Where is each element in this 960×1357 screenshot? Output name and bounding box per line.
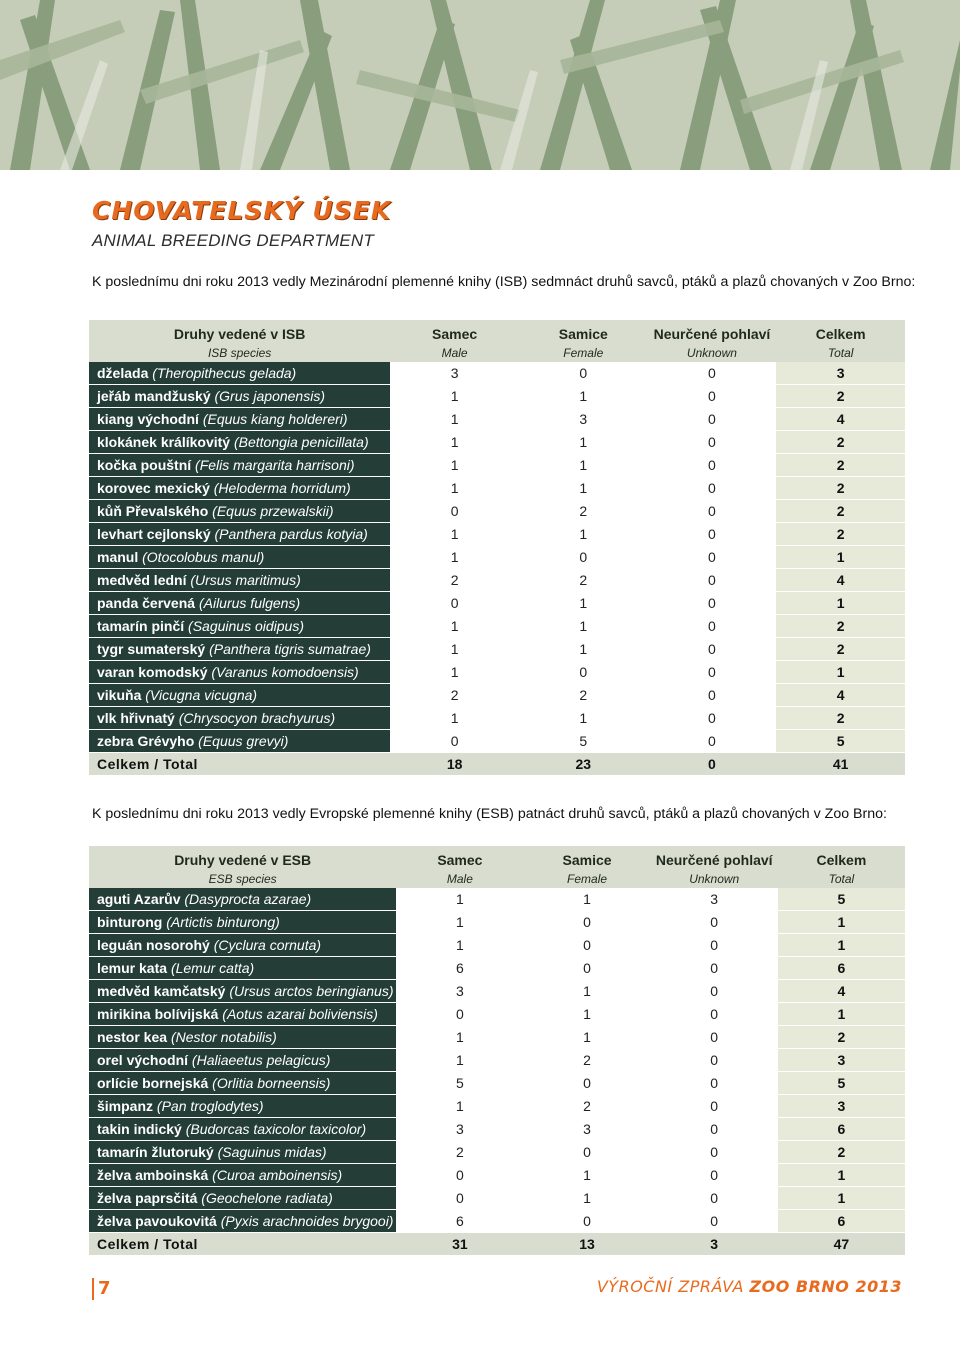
species-name-cell xyxy=(89,592,390,615)
female-count-cell: 1 xyxy=(523,1026,650,1049)
female-count-cell: 3 xyxy=(519,408,648,431)
total-count-cell: 6 xyxy=(778,1210,905,1233)
species-czech-name: šimpanz xyxy=(97,1098,154,1114)
species-name-cell xyxy=(89,911,396,934)
unknown-count-cell: 0 xyxy=(651,1187,778,1210)
total-count-cell: 6 xyxy=(778,1118,905,1141)
female-count-cell: 1 xyxy=(519,638,648,661)
table-row xyxy=(89,1095,905,1118)
grand-total-cell: 47 xyxy=(778,1233,905,1256)
unknown-count-cell: 0 xyxy=(651,1141,778,1164)
male-count-cell: 1 xyxy=(390,523,519,546)
species-latin-name: (Lemur catta) xyxy=(170,960,255,976)
species-name-cell xyxy=(89,1095,396,1118)
table-row xyxy=(89,980,905,1003)
species-latin-name: (Heloderma horridum) xyxy=(213,480,351,496)
total-count-cell: 2 xyxy=(778,1141,905,1164)
male-count-cell: 1 xyxy=(390,408,519,431)
species-latin-name: (Equus grevyi) xyxy=(198,733,289,749)
species-latin-name: (Varanus komodoensis) xyxy=(211,664,359,680)
unknown-count-cell: 0 xyxy=(648,362,777,385)
species-name-cell xyxy=(89,1118,396,1141)
male-count-cell: 5 xyxy=(396,1072,523,1095)
unknown-count-cell: 0 xyxy=(651,1118,778,1141)
male-count-cell: 0 xyxy=(396,1164,523,1187)
table-row xyxy=(89,1141,905,1164)
unknown-count-cell: 0 xyxy=(648,569,777,592)
total-count-cell: 1 xyxy=(778,1164,905,1187)
table-header-row xyxy=(89,846,905,888)
male-count-cell: 6 xyxy=(396,1210,523,1233)
total-count-cell: 2 xyxy=(776,385,905,408)
male-count-cell: 0 xyxy=(390,592,519,615)
species-czech-name: kůň Převalského xyxy=(97,503,209,519)
table-row xyxy=(89,431,905,454)
total-count-cell: 2 xyxy=(776,477,905,500)
species-czech-name: panda červená xyxy=(97,595,196,611)
species-latin-name: (Geochelone radiata) xyxy=(201,1190,333,1206)
species-czech-name: aguti Azarův xyxy=(97,891,181,907)
col-total-header: Celkem Total xyxy=(776,320,905,362)
species-latin-name: (Haliaeetus pelagicus) xyxy=(191,1052,331,1068)
species-name-cell xyxy=(89,980,396,1003)
total-count-cell: 4 xyxy=(776,569,905,592)
species-latin-name: (Grus japonensis) xyxy=(214,388,325,404)
unknown-count-cell: 0 xyxy=(648,500,777,523)
isb-intro-text: K poslednímu dni roku 2013 vedly Mezinárodní plemenné knihy (ISB) sedmnáct druhů savců, ptáků a plazů chovaných v Zoo Brno: xyxy=(92,274,916,290)
table-row xyxy=(89,888,905,911)
species-name-cell xyxy=(89,1026,396,1049)
female-count-cell: 1 xyxy=(523,980,650,1003)
total-count-cell: 6 xyxy=(778,957,905,980)
unknown-count-cell: 0 xyxy=(651,911,778,934)
table-row xyxy=(89,911,905,934)
male-count-cell: 2 xyxy=(396,1141,523,1164)
female-count-cell: 1 xyxy=(523,1164,650,1187)
table-row xyxy=(89,1187,905,1210)
total-count-cell: 1 xyxy=(778,1003,905,1026)
esb-intro-text: K poslednímu dni roku 2013 vedly Evropské plemenné knihy (ESB) patnáct druhů savců, ptáků a plazů chovaných v Zoo Brno: xyxy=(92,806,887,822)
male-count-cell: 1 xyxy=(390,546,519,569)
header-banner xyxy=(0,0,960,170)
female-count-cell: 1 xyxy=(523,1187,650,1210)
male-count-cell: 1 xyxy=(390,638,519,661)
total-count-cell: 1 xyxy=(778,911,905,934)
isb-species-table xyxy=(89,320,905,776)
species-czech-name: levhart cejlonský xyxy=(97,526,211,542)
species-latin-name: (Vicugna vicugna) xyxy=(145,687,258,703)
male-count-cell: 1 xyxy=(396,1026,523,1049)
table-row xyxy=(89,1026,905,1049)
table-header-row xyxy=(89,320,905,362)
total-count-cell: 1 xyxy=(776,661,905,684)
unknown-count-cell: 0 xyxy=(648,707,777,730)
species-czech-name: tamarín žlutoruký xyxy=(97,1144,214,1160)
female-count-cell: 2 xyxy=(523,1095,650,1118)
female-count-cell: 2 xyxy=(523,1049,650,1072)
species-czech-name: mirikina bolívijská xyxy=(97,1006,219,1022)
species-name-cell xyxy=(89,615,390,638)
species-czech-name: dželada xyxy=(97,365,149,381)
unknown-count-cell: 0 xyxy=(651,1026,778,1049)
species-name-cell xyxy=(89,684,390,707)
table-row xyxy=(89,385,905,408)
female-count-cell: 0 xyxy=(523,1141,650,1164)
species-latin-name: (Aotus azarai boliviensis) xyxy=(222,1006,378,1022)
species-czech-name: tamarín pinčí xyxy=(97,618,185,634)
male-count-cell: 1 xyxy=(390,615,519,638)
total-count-cell: 4 xyxy=(776,684,905,707)
unknown-count-cell: 0 xyxy=(648,546,777,569)
unknown-count-cell: 0 xyxy=(648,454,777,477)
species-name-cell xyxy=(89,638,390,661)
table-row xyxy=(89,934,905,957)
species-czech-name: varan komodský xyxy=(97,664,208,680)
species-latin-name: (Ailurus fulgens) xyxy=(198,595,301,611)
total-label-cell: Celkem / Total xyxy=(89,1233,396,1256)
unknown-count-cell: 0 xyxy=(648,684,777,707)
unknown-count-cell: 0 xyxy=(651,980,778,1003)
male-count-cell: 1 xyxy=(390,477,519,500)
total-count-cell: 1 xyxy=(776,592,905,615)
grand-total-cell: 41 xyxy=(776,753,905,776)
species-czech-name: vlk hřivnatý xyxy=(97,710,175,726)
species-latin-name: (Theropithecus gelada) xyxy=(152,365,297,381)
table-row xyxy=(89,684,905,707)
female-count-cell: 5 xyxy=(519,730,648,753)
unknown-count-cell: 3 xyxy=(651,888,778,911)
species-czech-name: želva paprsčitá xyxy=(97,1190,198,1206)
male-count-cell: 3 xyxy=(390,362,519,385)
total-count-cell: 2 xyxy=(776,707,905,730)
male-count-cell: 0 xyxy=(396,1003,523,1026)
species-czech-name: korovec mexický xyxy=(97,480,210,496)
species-latin-name: (Curoa amboinensis) xyxy=(212,1167,343,1183)
total-unknown-cell: 0 xyxy=(648,753,777,776)
species-name-cell xyxy=(89,477,390,500)
species-czech-name: tygr sumaterský xyxy=(97,641,206,657)
species-name-cell xyxy=(89,707,390,730)
male-count-cell: 0 xyxy=(390,500,519,523)
grass-pattern-image xyxy=(0,0,960,170)
total-male-cell: 31 xyxy=(396,1233,523,1256)
total-count-cell: 2 xyxy=(776,638,905,661)
species-name-cell xyxy=(89,1072,396,1095)
table-row xyxy=(89,638,905,661)
table-row xyxy=(89,523,905,546)
unknown-count-cell: 0 xyxy=(648,592,777,615)
unknown-count-cell: 0 xyxy=(651,1003,778,1026)
female-count-cell: 0 xyxy=(519,546,648,569)
male-count-cell: 1 xyxy=(390,454,519,477)
species-latin-name: (Panthera tigris sumatrae) xyxy=(209,641,371,657)
table-row xyxy=(89,1164,905,1187)
unknown-count-cell: 0 xyxy=(648,661,777,684)
unknown-count-cell: 0 xyxy=(651,934,778,957)
species-latin-name: (Nestor notabilis) xyxy=(170,1029,277,1045)
female-count-cell: 2 xyxy=(519,500,648,523)
female-count-cell: 0 xyxy=(523,957,650,980)
species-name-cell xyxy=(89,1164,396,1187)
section-title: CHOVATELSKÝ ÚSEK xyxy=(92,196,392,225)
total-count-cell: 1 xyxy=(778,934,905,957)
species-czech-name: binturong xyxy=(97,914,163,930)
species-name-cell xyxy=(89,500,390,523)
table-row xyxy=(89,477,905,500)
male-count-cell: 1 xyxy=(390,661,519,684)
section-subtitle: ANIMAL BREEDING DEPARTMENT xyxy=(92,231,374,250)
col-species-header: Druhy vedené v ISB ISB species xyxy=(89,320,390,362)
species-latin-name: (Equus kiang holdereri) xyxy=(202,411,348,427)
species-latin-name: (Otocolobus manul) xyxy=(142,549,265,565)
female-count-cell: 0 xyxy=(523,934,650,957)
table-row xyxy=(89,1210,905,1233)
species-latin-name: (Chrysocyon brachyurus) xyxy=(178,710,336,726)
table-row xyxy=(89,546,905,569)
unknown-count-cell: 0 xyxy=(651,1210,778,1233)
unknown-count-cell: 0 xyxy=(648,730,777,753)
col-unknown-header: Neurčené pohlaví Unknown xyxy=(648,320,777,362)
col-unknown-header: Neurčené pohlaví Unknown xyxy=(651,846,778,888)
species-czech-name: lemur kata xyxy=(97,960,168,976)
male-count-cell: 3 xyxy=(396,980,523,1003)
species-czech-name: orlície bornejská xyxy=(97,1075,209,1091)
species-name-cell xyxy=(89,454,390,477)
table-row xyxy=(89,1072,905,1095)
table-row xyxy=(89,362,905,385)
female-count-cell: 0 xyxy=(519,661,648,684)
report-footer xyxy=(597,1277,902,1296)
table-row xyxy=(89,569,905,592)
species-czech-name: kočka pouštní xyxy=(97,457,192,473)
species-czech-name: leguán nosorohý xyxy=(97,937,210,953)
unknown-count-cell: 0 xyxy=(648,615,777,638)
total-count-cell: 3 xyxy=(778,1095,905,1118)
species-name-cell xyxy=(89,957,396,980)
species-czech-name: manul xyxy=(97,549,139,565)
species-name-cell xyxy=(89,934,396,957)
table-total-row xyxy=(89,753,905,776)
total-female-cell: 23 xyxy=(519,753,648,776)
species-latin-name: (Bettongia penicillata) xyxy=(233,434,369,450)
female-count-cell: 1 xyxy=(519,385,648,408)
total-count-cell: 2 xyxy=(776,431,905,454)
species-name-cell xyxy=(89,385,390,408)
species-czech-name: orel východní xyxy=(97,1052,189,1068)
total-count-cell: 5 xyxy=(776,730,905,753)
male-count-cell: 1 xyxy=(396,1049,523,1072)
table-row xyxy=(89,957,905,980)
total-count-cell: 1 xyxy=(778,1187,905,1210)
esb-species-table xyxy=(89,846,905,1256)
report-label: VÝROČNÍ ZPRÁVA xyxy=(596,1277,744,1296)
male-count-cell: 1 xyxy=(396,911,523,934)
table-row xyxy=(89,615,905,638)
table-row xyxy=(89,730,905,753)
total-count-cell: 4 xyxy=(778,980,905,1003)
unknown-count-cell: 0 xyxy=(648,477,777,500)
species-czech-name: nestor kea xyxy=(97,1029,168,1045)
species-latin-name: (Cyclura cornuta) xyxy=(213,937,322,953)
col-total-header: Celkem Total xyxy=(778,846,905,888)
species-latin-name: (Ursus maritimus) xyxy=(190,572,301,588)
male-count-cell: 1 xyxy=(390,431,519,454)
unknown-count-cell: 0 xyxy=(651,957,778,980)
total-count-cell: 2 xyxy=(776,500,905,523)
species-czech-name: vikuňa xyxy=(97,687,142,703)
female-count-cell: 1 xyxy=(519,431,648,454)
report-name: ZOO BRNO 2013 xyxy=(749,1277,902,1296)
total-count-cell: 5 xyxy=(778,888,905,911)
table-row xyxy=(89,592,905,615)
species-czech-name: klokánek králíkovitý xyxy=(97,434,231,450)
species-latin-name: (Pan troglodytes) xyxy=(156,1098,264,1114)
species-name-cell xyxy=(89,523,390,546)
female-count-cell: 0 xyxy=(523,911,650,934)
unknown-count-cell: 0 xyxy=(651,1049,778,1072)
species-czech-name: medvěd lední xyxy=(97,572,187,588)
species-name-cell xyxy=(89,1003,396,1026)
species-name-cell xyxy=(89,1141,396,1164)
species-name-cell xyxy=(89,546,390,569)
species-name-cell xyxy=(89,408,390,431)
total-female-cell: 13 xyxy=(523,1233,650,1256)
table-row xyxy=(89,707,905,730)
species-name-cell xyxy=(89,431,390,454)
female-count-cell: 2 xyxy=(519,684,648,707)
species-latin-name: (Felis margarita harrisoni) xyxy=(195,457,355,473)
species-name-cell xyxy=(89,1049,396,1072)
male-count-cell: 0 xyxy=(390,730,519,753)
unknown-count-cell: 0 xyxy=(651,1095,778,1118)
col-female-header: Samice Female xyxy=(519,320,648,362)
male-count-cell: 6 xyxy=(396,957,523,980)
total-count-cell: 3 xyxy=(776,362,905,385)
female-count-cell: 1 xyxy=(519,477,648,500)
total-count-cell: 2 xyxy=(778,1026,905,1049)
species-latin-name: (Orlitia borneensis) xyxy=(212,1075,331,1091)
female-count-cell: 1 xyxy=(519,707,648,730)
total-label-cell: Celkem / Total xyxy=(89,753,390,776)
female-count-cell: 0 xyxy=(523,1210,650,1233)
species-name-cell xyxy=(89,362,390,385)
species-czech-name: takin indický xyxy=(97,1121,182,1137)
species-latin-name: (Budorcas taxicolor taxicolor) xyxy=(185,1121,367,1137)
species-name-cell xyxy=(89,661,390,684)
table-total-row xyxy=(89,1233,905,1256)
male-count-cell: 1 xyxy=(396,888,523,911)
species-czech-name: medvěd kamčatský xyxy=(97,983,226,999)
male-count-cell: 1 xyxy=(396,934,523,957)
table-row xyxy=(89,1118,905,1141)
col-species-header: Druhy vedené v ESB ESB species xyxy=(89,846,396,888)
species-czech-name: kiang východní xyxy=(97,411,199,427)
unknown-count-cell: 0 xyxy=(648,385,777,408)
female-count-cell: 1 xyxy=(519,592,648,615)
total-count-cell: 2 xyxy=(776,523,905,546)
species-latin-name: (Dasyprocta azarae) xyxy=(184,891,312,907)
table-row xyxy=(89,1003,905,1026)
total-count-cell: 5 xyxy=(778,1072,905,1095)
male-count-cell: 2 xyxy=(390,569,519,592)
total-count-cell: 4 xyxy=(776,408,905,431)
species-czech-name: zebra Grévyho xyxy=(97,733,195,749)
species-latin-name: (Panthera pardus kotyia) xyxy=(214,526,368,542)
col-female-header: Samice Female xyxy=(523,846,650,888)
species-name-cell xyxy=(89,888,396,911)
species-latin-name: (Pyxis arachnoides brygooi) xyxy=(220,1213,394,1229)
unknown-count-cell: 0 xyxy=(648,638,777,661)
table-row xyxy=(89,500,905,523)
female-count-cell: 0 xyxy=(523,1072,650,1095)
female-count-cell: 3 xyxy=(523,1118,650,1141)
species-latin-name: (Saguinus oidipus) xyxy=(188,618,304,634)
female-count-cell: 1 xyxy=(519,615,648,638)
unknown-count-cell: 0 xyxy=(648,431,777,454)
female-count-cell: 1 xyxy=(523,1003,650,1026)
total-count-cell: 2 xyxy=(776,615,905,638)
species-name-cell xyxy=(89,1210,396,1233)
female-count-cell: 1 xyxy=(519,523,648,546)
species-latin-name: (Equus przewalskii) xyxy=(212,503,334,519)
table-row xyxy=(89,454,905,477)
female-count-cell: 2 xyxy=(519,569,648,592)
species-latin-name: (Artictis binturong) xyxy=(166,914,280,930)
female-count-cell: 0 xyxy=(519,362,648,385)
table-row xyxy=(89,1049,905,1072)
female-count-cell: 1 xyxy=(519,454,648,477)
male-count-cell: 1 xyxy=(390,385,519,408)
table-row xyxy=(89,661,905,684)
male-count-cell: 2 xyxy=(390,684,519,707)
total-count-cell: 2 xyxy=(776,454,905,477)
unknown-count-cell: 0 xyxy=(651,1072,778,1095)
species-latin-name: (Ursus arctos beringianus) xyxy=(229,983,394,999)
species-name-cell xyxy=(89,1187,396,1210)
male-count-cell: 3 xyxy=(396,1118,523,1141)
male-count-cell: 1 xyxy=(390,707,519,730)
species-czech-name: jeřáb mandžuský xyxy=(97,388,211,404)
species-czech-name: želva amboinská xyxy=(97,1167,209,1183)
unknown-count-cell: 0 xyxy=(648,523,777,546)
total-male-cell: 18 xyxy=(390,753,519,776)
female-count-cell: 1 xyxy=(523,888,650,911)
species-czech-name: želva pavoukovitá xyxy=(97,1213,217,1229)
total-unknown-cell: 3 xyxy=(651,1233,778,1256)
col-male-header: Samec Male xyxy=(390,320,519,362)
male-count-cell: 1 xyxy=(396,1095,523,1118)
male-count-cell: 0 xyxy=(396,1187,523,1210)
page-number: 7 xyxy=(92,1278,111,1300)
species-name-cell xyxy=(89,569,390,592)
species-name-cell xyxy=(89,730,390,753)
species-latin-name: (Saguinus midas) xyxy=(217,1144,327,1160)
col-male-header: Samec Male xyxy=(396,846,523,888)
table-row xyxy=(89,408,905,431)
total-count-cell: 1 xyxy=(776,546,905,569)
unknown-count-cell: 0 xyxy=(651,1164,778,1187)
unknown-count-cell: 0 xyxy=(648,408,777,431)
total-count-cell: 3 xyxy=(778,1049,905,1072)
